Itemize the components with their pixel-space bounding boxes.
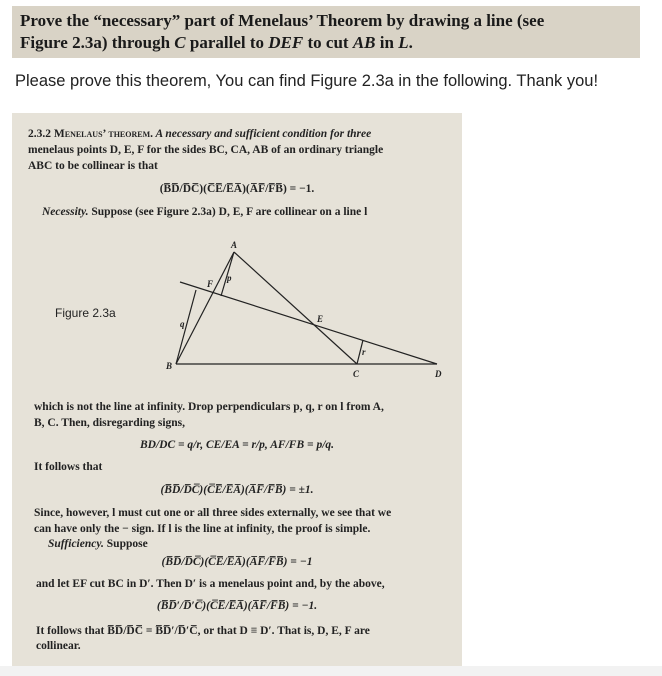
point-c: C: [353, 369, 360, 379]
body-line-10: It follows that B̅D̅/D̅C̅ = B̅D̅′/D̅′C̅, or that D ≡ D′. That is, D, E, F are: [36, 625, 370, 637]
body-line-4: which is not the line at infinity. Drop perpendiculars p, q, r on l from A,: [34, 401, 384, 413]
sufficiency-line: Sufficiency. Suppose: [48, 538, 148, 550]
theorem-line-2: menelaus points D, E, F for the sides BC, CA, AB of an ordinary triangle: [28, 144, 384, 156]
body-line-8: can have only the − sign. If l is the line at infinity, the proof is simple.: [34, 523, 371, 535]
body-line-7: Since, however, l must cut one or all three sides externally, we see that we: [34, 507, 392, 519]
formula-5: (B̅D̅′/D̅′C̅)(C̅E̅/E̅A̅)(A̅F̅/F̅B̅) = −1.: [156, 600, 318, 612]
point-f: F: [207, 279, 214, 289]
point-d: D: [435, 369, 442, 379]
point-e: E: [317, 314, 324, 324]
label-p: p: [227, 273, 232, 283]
label-r: r: [362, 347, 366, 357]
body-line-9: and let EF cut BC in D′. Then D′ is a menelaus point and, by the above,: [36, 578, 385, 590]
textbook-photo: [12, 113, 462, 666]
page-bottom-edge: [0, 666, 662, 676]
body-line-5: B, C. Then, disregarding signs,: [34, 417, 186, 429]
perp-q: [176, 290, 196, 364]
question-text: Please prove this theorem, You can find Figure 2.3a in the following. Thank you!: [15, 72, 599, 90]
formula-3: (B̅D̅/D̅C̅)(C̅E̅/E̅A̅)(A̅F̅/F̅B̅) = ±1.: [160, 484, 314, 496]
formula-2: BD/DC = q/r, CE/EA = r/p, AF/FB = p/q.: [139, 439, 335, 451]
necessity-line: Necessity. Suppose (see Figure 2.3a) D, E, F are collinear on a line l: [42, 206, 368, 218]
header-line-1: Prove the “necessary” part of Menelaus’ Theorem by drawing a line (see: [20, 11, 545, 30]
point-a: A: [231, 240, 238, 250]
body-line-6: It follows that: [34, 461, 103, 473]
formula-4: (B̅D̅/D̅C̅)(C̅E̅/E̅A̅)(A̅F̅/F̅B̅) = −1: [161, 556, 313, 568]
theorem-line-3: ABC to be collinear is that: [28, 160, 158, 172]
label-q: q: [180, 319, 185, 329]
figure-2-3a: [160, 231, 460, 381]
formula-1: (B̅D̅/D̅C̅)(C̅E̅/E̅A̅)(A̅F̅/F̅B̅) = −1.: [159, 183, 315, 195]
theorem-line-1: 2.3.2 Menelaus’ theorem. A necessary and sufficient condition for three: [28, 128, 372, 140]
header-line-2: Figure 2.3a) through C parallel to DEF to cut AB in L.: [20, 33, 413, 52]
line-l: [180, 282, 437, 364]
point-b: B: [166, 361, 173, 371]
side-ac: [234, 252, 357, 364]
body-line-11: collinear.: [36, 640, 81, 652]
side-ab: [176, 252, 234, 364]
question-header: [12, 6, 640, 58]
figure-label: Figure 2.3a: [55, 306, 116, 320]
